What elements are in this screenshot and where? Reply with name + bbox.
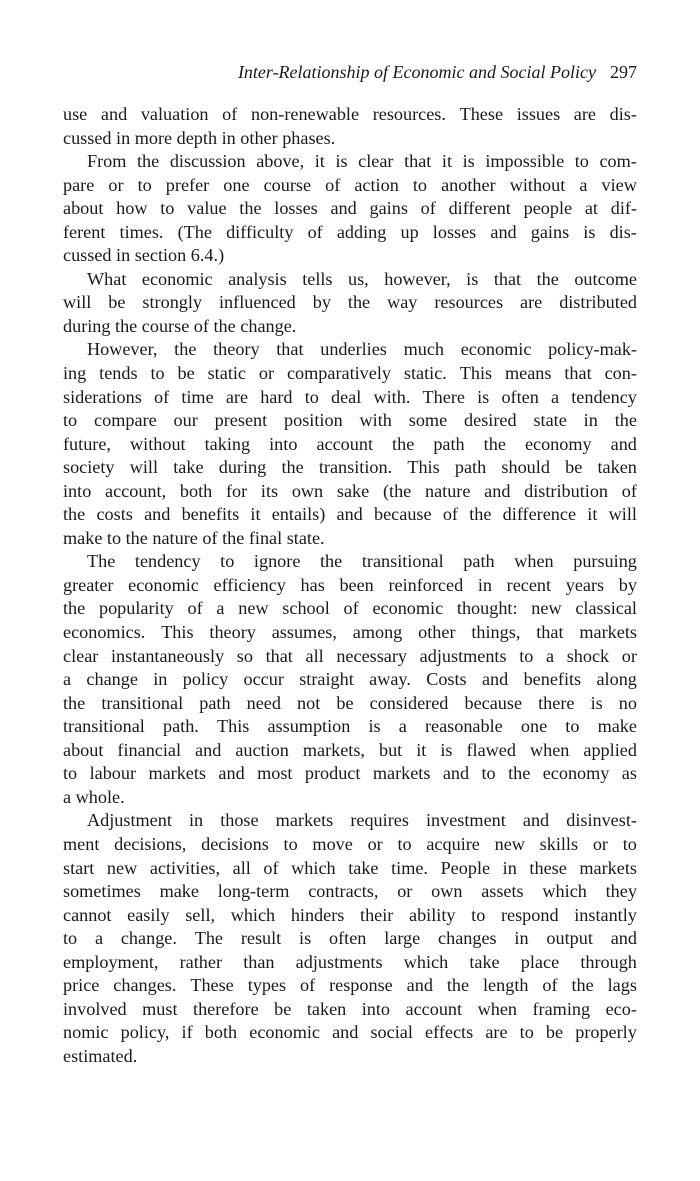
book-page (63, 60, 637, 1068)
text-line: will be strongly influenced by the way resources are distributed (63, 292, 637, 313)
text-line: involved must therefore be taken into account when framing eco- (63, 998, 637, 1019)
text-line: the popularity of a new school of economic thought: new classical (63, 598, 637, 619)
text-line: a whole. (63, 786, 125, 807)
text-line: employment, rather than adjustments which take place through (63, 951, 637, 972)
page-number: 297 (610, 62, 637, 82)
text-line: a change in policy occur straight away. Costs and benefits along (63, 669, 637, 690)
text-line: ment decisions, decisions to move or to acquire new skills or to (63, 833, 637, 854)
paragraph (63, 338, 637, 550)
paragraph (63, 268, 637, 339)
text-line: the transitional path need not be considered because there is no (63, 692, 637, 713)
text-line: greater economic efficiency has been reinforced in recent years by (63, 574, 637, 595)
text-line: the costs and benefits it entails) and because of the difference it will (63, 504, 637, 525)
text-line: to a change. The result is often large changes in output and (63, 928, 637, 949)
text-line: about how to value the losses and gains of different people at dif- (63, 198, 637, 219)
text-line: price changes. These types of response and the length of the lags (63, 975, 637, 996)
text-line: However, the theory that underlies much economic policy-mak- (87, 339, 637, 360)
text-line: What economic analysis tells us, however, is that the outcome (87, 268, 637, 289)
paragraph (63, 150, 637, 268)
text-line: into account, both for its own sake (the nature and distribution of (63, 480, 637, 501)
text-line: Adjustment in those markets requires investment and disinvest- (87, 810, 637, 831)
text-line: estimated. (63, 1045, 138, 1066)
text-line: future, without taking into account the path the economy and (63, 433, 637, 454)
text-line: make to the nature of the final state. (63, 527, 325, 548)
paragraph (63, 809, 637, 1068)
text-line: sometimes make long-term contracts, or own assets which they (63, 881, 637, 902)
text-line: use and valuation of non-renewable resources. These issues are dis- (63, 104, 637, 124)
text-line: From the discussion above, it is clear that it is impossible to com- (87, 151, 637, 172)
text-line: society will take during the transition. This path should be taken (63, 457, 637, 478)
text-line: to compare our present position with some desired state in the (63, 410, 637, 431)
paragraph (63, 103, 637, 150)
body-text (63, 103, 637, 1068)
text-line: to labour markets and most product markets and to the economy as (63, 763, 637, 784)
text-line: pare or to prefer one course of action to another without a view (63, 174, 637, 195)
text-line: economics. This theory assumes, among other things, that markets (63, 622, 637, 643)
text-line: during the course of the change. (63, 315, 297, 336)
text-line: clear instantaneously so that all necessary adjustments to a shock or (63, 645, 637, 666)
text-line: about financial and auction markets, but it is flawed when applied (63, 739, 637, 760)
paragraph (63, 550, 637, 809)
running-head (63, 60, 637, 84)
text-line: nomic policy, if both economic and social effects are to be properly (63, 1022, 637, 1043)
text-line: cannot easily sell, which hinders their ability to respond instantly (63, 904, 637, 925)
text-line: transitional path. This assumption is a reasonable one to make (63, 716, 637, 737)
text-line: ferent times. (The difficulty of adding up losses and gains is dis- (63, 221, 637, 242)
text-line: siderations of time are hard to deal with. There is often a tendency (63, 386, 637, 407)
text-line: cussed in more depth in other phases. (63, 127, 336, 148)
running-title: Inter-Relationship of Economic and Social Policy (237, 62, 596, 82)
text-line: cussed in section 6.4.) (63, 245, 225, 266)
text-line: The tendency to ignore the transitional path when pursuing (87, 551, 637, 572)
text-line: ing tends to be static or comparatively static. This means that con- (63, 363, 637, 384)
text-line: start new activities, all of which take time. People in these markets (63, 857, 637, 878)
